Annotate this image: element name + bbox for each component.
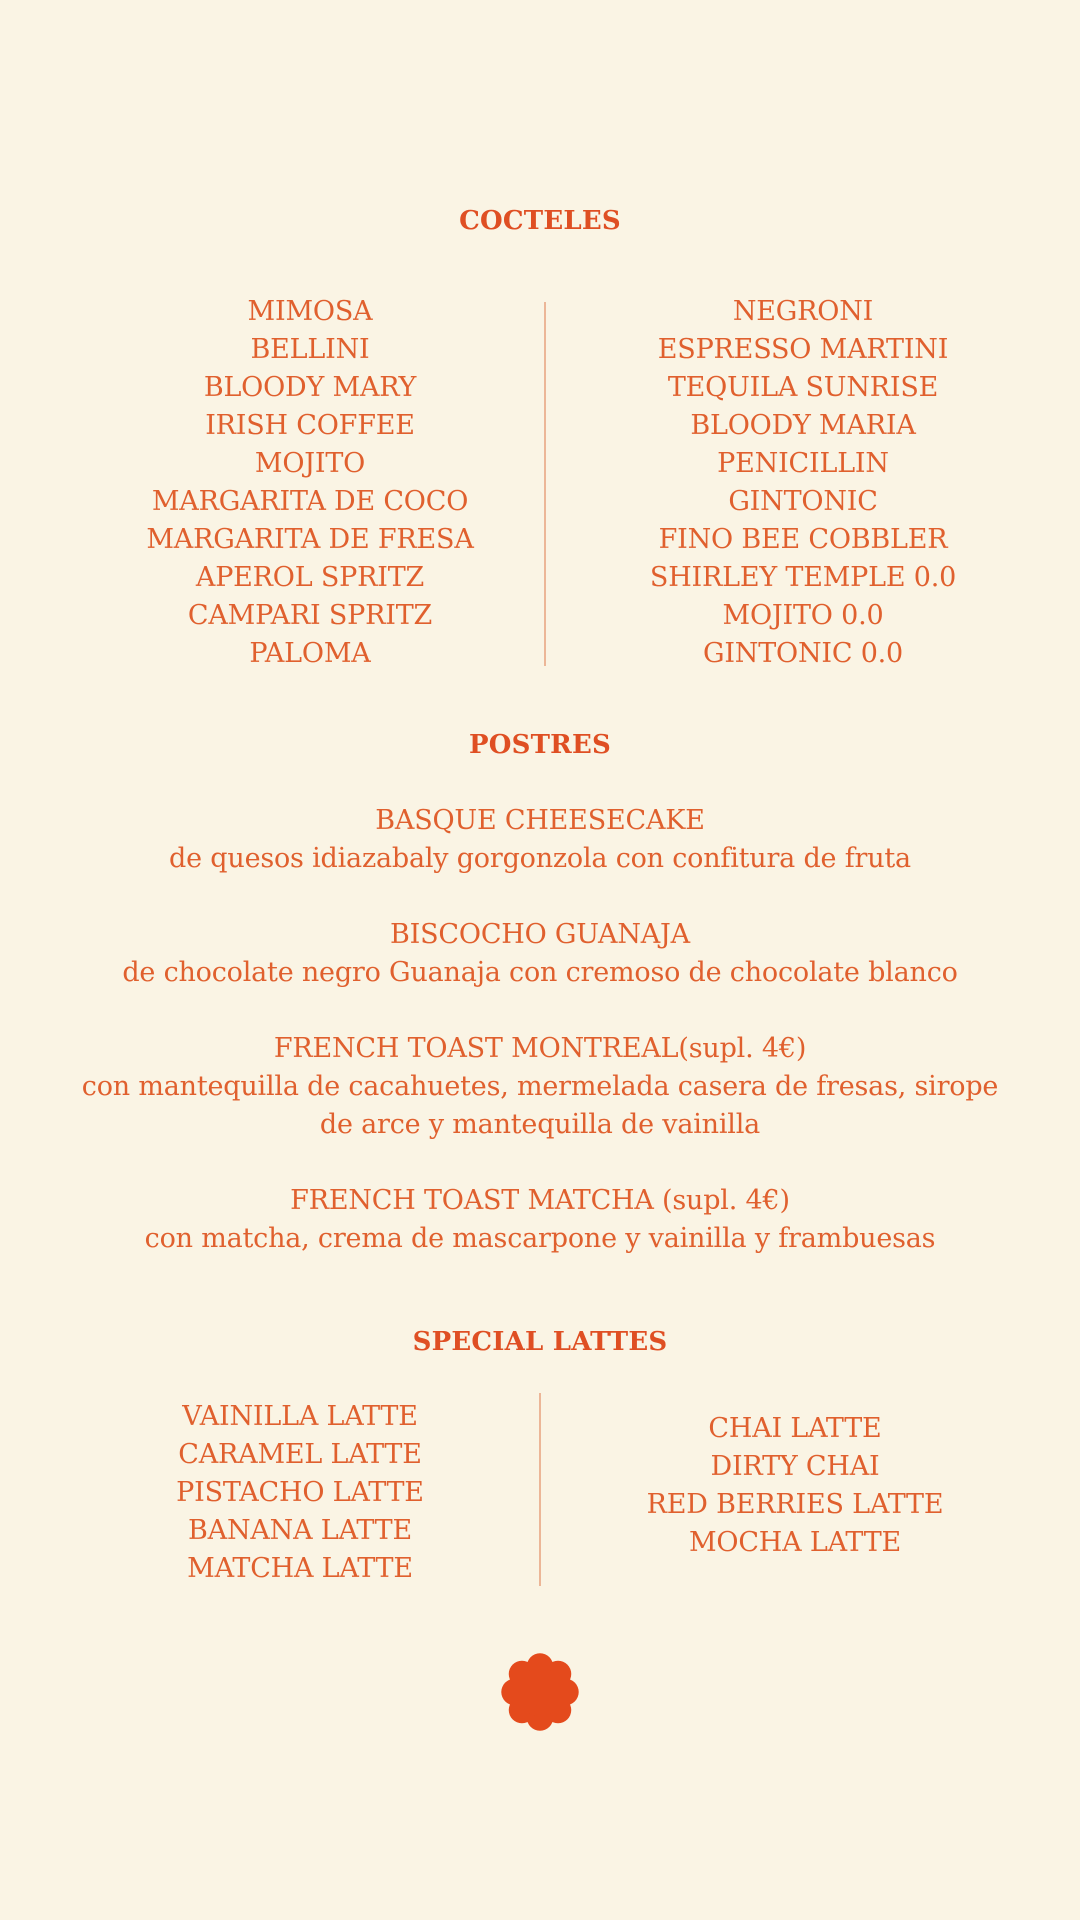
cocteles-left-list [120,293,500,673]
menu-item: FINO BEE COBBLER [658,524,948,555]
menu-item: BANANA LATTE [188,1515,412,1546]
lattes-divider [539,1393,541,1586]
lattes-right-list [620,1410,970,1562]
dessert-description: de arce y mantequilla de vainilla [319,1109,761,1140]
dessert-name: BISCOCHO GUANAJA [390,919,690,950]
dessert-item [60,916,1020,992]
menu-item: CHAI LATTE [708,1413,882,1444]
section-title-cocteles: COCTELES [459,206,621,236]
menu-item: IRISH COFFEE [205,410,415,441]
dessert-item [60,1030,1020,1144]
dessert-description: con matcha, crema de mascarpone y vainilla y frambuesas [144,1223,936,1254]
menu-item: VAINILLA LATTE [182,1401,418,1432]
cocteles-right-list [600,293,1006,673]
lattes-left-list [140,1398,460,1588]
menu-item: TEQUILA SUNRISE [667,372,939,403]
dessert-item [60,1182,1020,1258]
dessert-item [60,802,1020,878]
dessert-description: de quesos idiazabaly gorgonzola con confitura de fruta [169,843,911,874]
flower-icon [496,1648,584,1736]
menu-item: DIRTY CHAI [710,1451,880,1482]
menu-item: GINTONIC 0.0 [702,638,904,669]
menu-item: CAMPARI SPRITZ [187,600,433,631]
dessert-description: de chocolate negro Guanaja con cremoso de chocolate blanco [122,957,958,988]
menu-item: PALOMA [249,638,371,669]
section-title-special-lattes: SPECIAL LATTES [412,1327,668,1357]
menu-item: NEGRONI [732,296,874,327]
menu-item: MIMOSA [247,296,373,327]
cocteles-divider [544,302,546,666]
menu-item: BLOODY MARY [203,372,417,403]
dessert-description: con mantequilla de cacahuetes, mermelada casera de fresas, sirope [81,1071,999,1102]
menu-item: CARAMEL LATTE [178,1439,422,1470]
menu-item: GINTONIC [728,486,878,517]
menu-item: BELLINI [250,334,370,365]
menu-item: MOCHA LATTE [688,1527,902,1558]
menu-item: MATCHA LATTE [187,1553,413,1584]
menu-item: MOJITO [254,448,366,479]
menu-item: BLOODY MARIA [690,410,916,441]
menu-item: ESPRESSO MARTINI [657,334,949,365]
menu-item: APEROL SPRITZ [195,562,425,593]
menu-item: RED BERRIES LATTE [646,1489,944,1520]
menu-item: MARGARITA DE COCO [151,486,469,517]
menu-item: MARGARITA DE FRESA [146,524,474,555]
section-title-postres: POSTRES [469,730,611,760]
menu-item: SHIRLEY TEMPLE 0.0 [649,562,957,593]
menu-item: PENICILLIN [717,448,889,479]
menu-item: MOJITO 0.0 [722,600,884,631]
dessert-name: BASQUE CHEESECAKE [375,805,705,836]
menu-item: PISTACHO LATTE [176,1477,424,1508]
dessert-name: FRENCH TOAST MATCHA (supl. 4€) [290,1185,790,1216]
dessert-name: FRENCH TOAST MONTREAL(supl. 4€) [273,1033,807,1064]
